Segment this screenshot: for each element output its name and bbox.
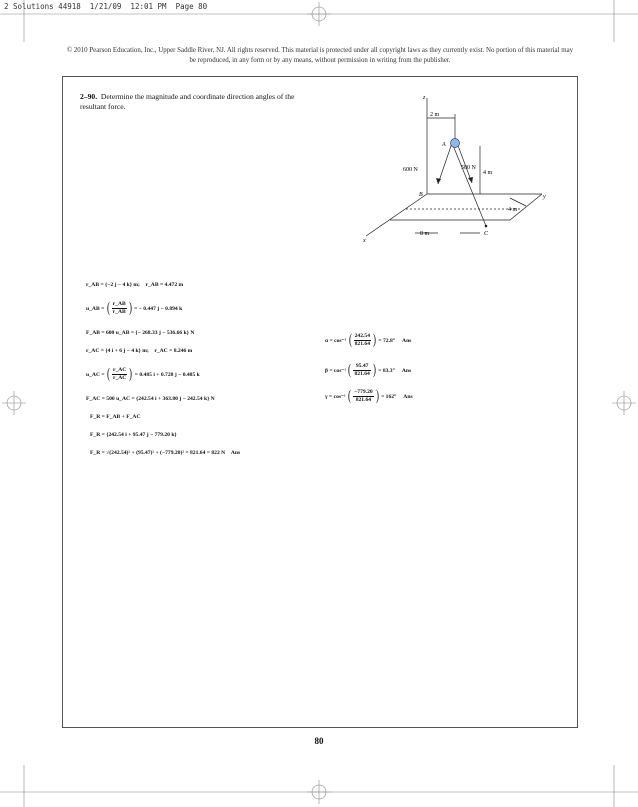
u-AC-den: r_AC	[112, 375, 127, 381]
beta-den: 821.64	[354, 371, 370, 377]
force-500N-label: 500 N	[461, 165, 476, 171]
u-AB-num: r_AB	[112, 301, 126, 307]
F-R-magnitude-line	[90, 450, 240, 456]
problem-number: 2–90.	[80, 92, 98, 101]
problem-statement	[80, 92, 310, 112]
beta-num: 95.47	[353, 363, 370, 371]
answer-marker: Ans	[401, 367, 412, 374]
u-AB-line: u_AB = ( $\frac{r\_AB}{r\_AB}$ ) = − 0.447 j − 0.894 k	[86, 300, 183, 316]
r-AC-magnitude: r_AC = 8.246 m	[154, 348, 193, 354]
r-AB-expr: r_AB = {−2 j − 4 k} m;	[86, 282, 140, 288]
gamma-lhs: γ = cos⁻¹	[325, 393, 346, 400]
dim-4m-y-label: 4 m	[508, 207, 518, 213]
alpha-lhs: α = cos⁻¹	[325, 337, 347, 344]
answer-marker: Ans	[403, 393, 413, 400]
page-number: 80	[314, 736, 324, 746]
beta-rhs: = 83.3°	[378, 367, 395, 374]
u-AC-num: r_AC	[112, 367, 127, 373]
u-AB-rhs: = − 0.447 j − 0.894 k	[134, 305, 183, 312]
u-AC-line: u_AC = ( $\frac{r\_AC}{r\_AC}$ ) = 0.485 i + 0.728 j − 0.485 k	[86, 366, 200, 382]
gamma-rhs: = 162°	[381, 393, 397, 400]
gamma-line: γ = cos⁻¹ ( $\frac{-779.20}{821.64}$ ) = 162° Ans	[325, 388, 413, 404]
gamma-den: 821.64	[355, 397, 372, 403]
alpha-num: 242.54	[354, 333, 370, 339]
axis-y-label: y	[543, 194, 546, 200]
dim-2m-label: 2 m	[430, 112, 440, 118]
r-AC-expr: r_AC = {4 i + 6 j − 4 k} m;	[86, 348, 149, 354]
point-B-label: B	[419, 192, 423, 198]
beta-line: β = cos⁻¹ ( $\frac{95.47}{821.64}$ ) = 83.3° Ans	[325, 362, 412, 378]
gamma-num: −779.20	[354, 389, 373, 395]
axis-z-label: z	[423, 95, 426, 101]
answer-marker: Ans	[402, 337, 412, 344]
print-slug: 2 Solutions 44918 1/21/09 12:01 PM Page 80	[4, 2, 208, 11]
u-AB-den: r_AB	[112, 309, 126, 315]
alpha-rhs: = 72.8°	[378, 337, 396, 344]
answer-marker: Ans	[230, 450, 241, 456]
axis-x-label: x	[363, 238, 366, 244]
alpha-line: α = cos⁻¹ ( $\frac{242.54}{821.64}$ ) = 72.8° Ans	[325, 332, 412, 348]
u-AB-lhs: u_AB =	[86, 305, 105, 312]
copyright-notice: © 2010 Pearson Education, Inc., Upper Saddle River, NJ. All rights reserved. This material is protected under all copyright laws as they currently exist. No portion of this material may be reproduced, in any form or by any means, without permission in writing from the publisher.	[66, 47, 574, 64]
problem-text: Determine the magnitude and coordinate direction angles of the resultant force.	[80, 92, 295, 111]
point-C-label: C	[484, 231, 489, 237]
alpha-den: 821.64	[354, 341, 370, 347]
F-AC-line: F_AC = 500 u_AC = {242.54 i + 363.80 j − 242.54 k} N	[86, 396, 215, 402]
r-AB-magnitude: r_AB = 4.472 m	[145, 282, 184, 288]
point-A-label: A	[442, 142, 446, 148]
F-AB-line: F_AB = 600 u_AB = {− 268.33 j − 536.66 k} N	[86, 330, 195, 336]
u-AC-lhs: u_AC =	[86, 371, 105, 378]
dim-8m-label: 8 m	[420, 231, 430, 237]
F-R-magnitude-expr: F_R = √(242.54)² + (95.47)² + (−779.20)² = 821.64 = 822 N	[90, 450, 226, 456]
F-R-sum-line: F_R = F_AB + F_AC	[90, 414, 141, 420]
F-R-vector-line: F_R = {242.54 i + 95.47 j − 779.20 k}	[90, 432, 177, 438]
beta-lhs: β = cos⁻¹	[325, 367, 347, 374]
force-diagram	[360, 88, 560, 248]
dim-4m-vertical-label: 4 m	[483, 170, 493, 176]
u-AC-rhs: = 0.485 i + 0.728 j − 0.485 k	[134, 371, 200, 378]
force-600N-label: 600 N	[403, 167, 418, 173]
r-AB-line	[86, 282, 183, 288]
r-AC-line	[86, 348, 192, 354]
